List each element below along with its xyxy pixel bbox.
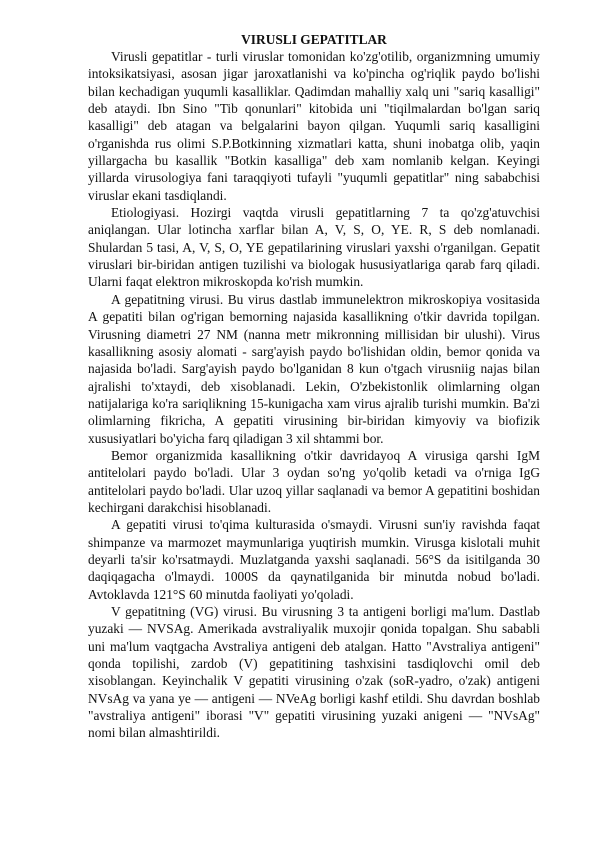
document-title: VIRUSLI GEPATITLAR [241,32,387,47]
paragraph-intro: Virusli gepatitlar - turli viruslar tomonidan ko'zg'otilib, organizmning umumiy intoksikatsiyasi, asosan jigar jaroxatlanishi va ko'pincha og'riqlik paydo bo'lishi bilan kechadigan yuqumli kasalliklar. Qadimdan mahalliy xalq uni "sariq kasalligi" deb ataydi. Ibn Sino "Tib qonunlari" kitobida uni "tiqilmalardan bo'lgan sariq kasalligi" deb atagan va belgalarini bayon qilgan. Yuqumli sariq kasalligini o'rganishda rus olimi S.P.Botkinning xizmatlari katta, shuni inobatga olib, yaqin yillargacha bu kasallik "Botkin kasalliga" deb xam nomlanib kelgan. Keyingi yillarda virusologiya fani taraqqiyoti tufayli "yuqumli gepatitlar" ning sababchisi viruslar ekani tasdiqlandi. [88,49,540,203]
paragraph-hepatitis-a-virus: A gepatitning virusi. Bu virus dastlab immunelektron mikroskopiya vositasida A gepatiti bilan og'rigan bemorning najasida kasallikning o'tkir davrida topilgan. Virusning diametri 27 NM (nanna metr mikronning millisidan bir ulushi). Virus kasallikning asosiy alomati - sarg'ayish paydo bo'lishidan oldin, bemor qonida va najasida bo'ladi. Sarg'ayish paydo bo'lganidan 8 kun o'tgach virusniig najas bilan ajralishi to'xtaydi, deb xisoblanadi. Lekin, O'zbekistonlik olimlarning olgan natijalariga ko'ra sariqlikning 15-kunigacha xam virus ajralib turishi mumkin. Ba'zi olimlarning fikricha, A gepatiti virusining bir-biridan kimyoviy va biofizik xususiyatlari bo'yicha farq qiladigan 3 xil shtammi bor. [88,291,540,446]
paragraph-hepatitis-b-virus: V gepatitning (VG) virusi. Bu virusning 3 ta antigeni borligi ma'lum. Dastlab yuzaki — NVSAg. Amerikada avstraliyalik muxojir qonida topalgan. Shu sababli uni ma'lum vaqtgacha Avstraliya antigeni deb atalgan. Hatto "Avstraliya antigeni" qonda topilishi, zardob (V) gepatitining tashxisini tasdiqlovchi omil deb xisoblangan. Keyinchalik V gepatiti virusining o'zak (soR-yadro, o'zak) antigeni NVsAg va yana ye — antigeni — NVeAg borligi kashf etildi. Shu davrdan boshlab "avstraliya antigeni" iborasi "V" gepatiti virusining yuzaki anigeni — "NVsAg" nomi bilan almashtirildi. [88,604,540,741]
paragraph-virus-stability: A gepatiti virusi to'qima kulturasida o'smaydi. Virusni sun'iy ravishda faqat shimpanze va marmozet maymunlariga yuqtirish mumkin. Virusga kislotali muhit deyarli ta'sir ko'rsatmaydi. Muzlatganda yaxshi saqlanadi. 56°S da isitilganda 30 daqiqagacha o'lmaydi. 1000S da qaynatilganida bir minutda nobud bo'ladi. Avtoklavda 121°S 60 minutda faoliyati yo'qoladi. [88,517,540,602]
paragraph-antibodies: Bemor organizmida kasallikning o'tkir davridayoq A virusiga qarshi IgM antitelolari paydo bo'ladi. Ular 3 oydan so'ng yo'qolib ketadi va o'rniga IgG antitelolari paydo bo'ladi. Ular uzoq yillar saqlanadi va bemor A gepatitini boshidan kechirgani darakchisi hisoblanadi. [88,447,540,515]
paragraph-etiology: Etiologiyasi. Hozirgi vaqtda virusli gepatitlarning 7 ta qo'zg'atuvchisi aniqlangan. Ular lotincha xarflar bilan A, V, S, O, YE. R, S deb nomlanadi. Shulardan 5 tasi, A, V, S, O, YE gepatilarining viruslari yaxshi o'rganilgan. Gepatit viruslari bir-biridan antigen tuzilishi va biologak hususiyatlariga qarab farq qiladi. Ularni faqat elektron mikroskopda ko'rish mumkin. [88,205,540,290]
document-body [88,31,540,742]
